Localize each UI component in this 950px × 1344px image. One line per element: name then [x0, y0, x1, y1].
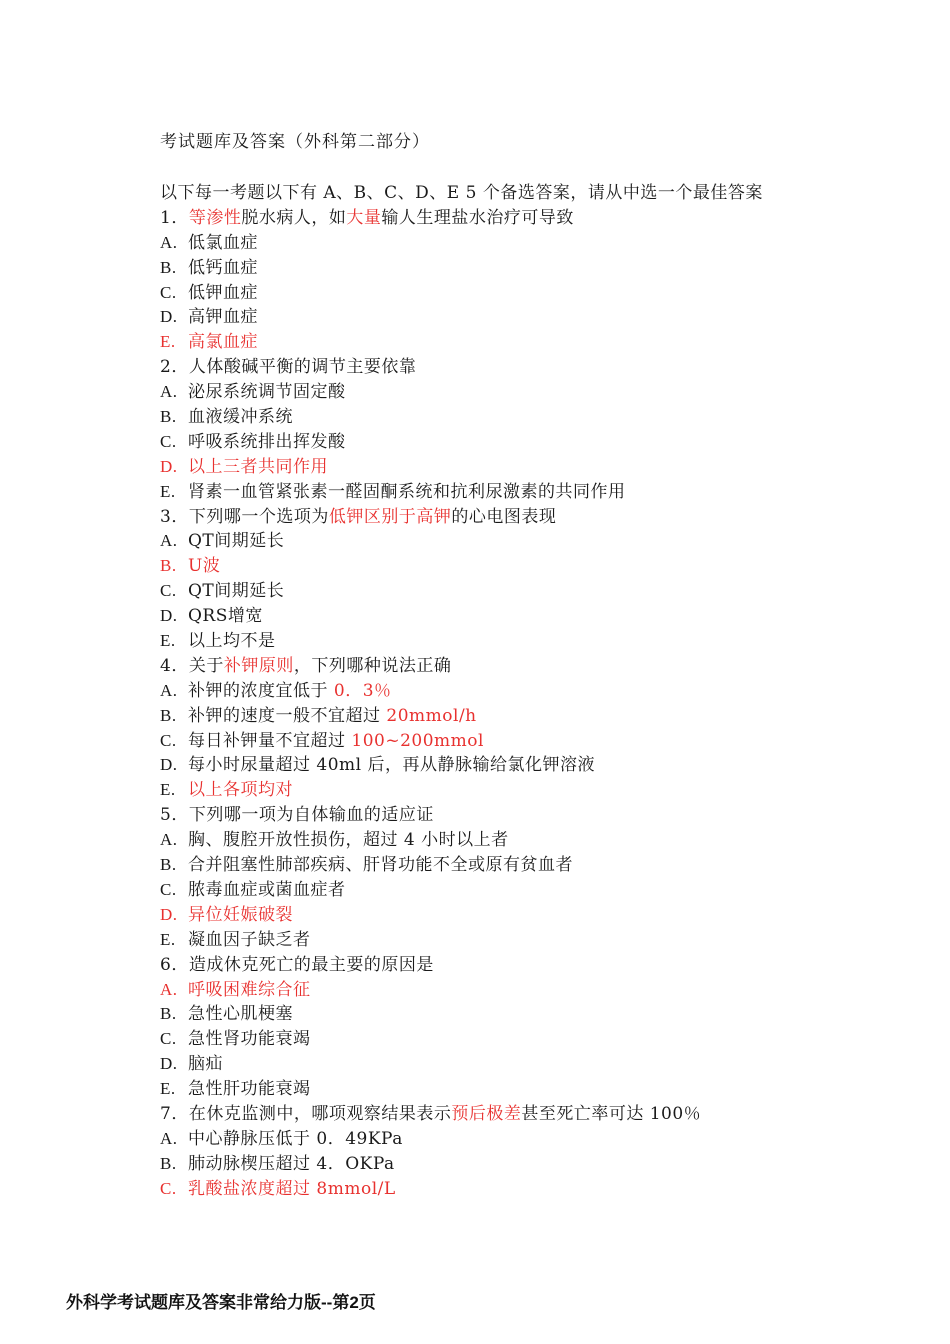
option-letter: A. [160, 531, 178, 551]
option-letter: E. [160, 1079, 176, 1099]
option-letter: C. [160, 1029, 177, 1049]
option-letter: B. [160, 556, 177, 576]
highlighted-text: 100~200mmol [351, 730, 484, 751]
question-line [160, 181, 920, 206]
option-line [160, 604, 920, 629]
option-line [160, 679, 920, 704]
line-text: 高钾血症 [188, 307, 258, 328]
option-line [160, 1052, 920, 1077]
line-text: 补钾的速度一般不宜超过 [188, 705, 387, 726]
option-line [160, 330, 920, 355]
line-text: 肺动脉楔压超过 4．OKPa [188, 1153, 395, 1174]
option-letter: A. [160, 1128, 178, 1148]
option-letter: E. [160, 481, 176, 501]
line-text: 每日补钾量不宜超过 [188, 730, 352, 751]
highlighted-text: 0．3％ [333, 680, 392, 701]
question-line [160, 206, 920, 231]
line-text: 2．人体酸碱平衡的调节主要依靠 [160, 357, 417, 378]
line-text: 的心电图表现 [451, 506, 557, 527]
option-letter: D. [160, 1054, 178, 1074]
option-line [160, 480, 920, 505]
line-text: 合并阻塞性肺部疾病、肝肾功能不全或原有贫血者 [188, 855, 573, 876]
line-text: 脑疝 [188, 1054, 223, 1075]
highlighted-text: 以上各项均对 [188, 780, 293, 801]
option-line [160, 704, 920, 729]
option-line [160, 978, 920, 1003]
option-line [160, 1077, 920, 1102]
line-text: 血液缓冲系统 [188, 407, 293, 428]
option-line [160, 853, 920, 878]
option-letter: A. [160, 680, 178, 700]
option-letter: B. [160, 1153, 177, 1173]
option-letter: B. [160, 855, 177, 875]
document-title: 考试题库及答案（外科第二部分） [160, 132, 430, 152]
option-line [160, 629, 920, 654]
option-letter: A. [160, 382, 178, 402]
line-text: QRS增宽 [188, 606, 263, 627]
option-letter: E. [160, 631, 176, 651]
line-text: 急性心肌梗塞 [188, 1004, 293, 1025]
highlighted-text: 等渗性 [188, 207, 242, 228]
option-letter: A. [160, 232, 178, 252]
line-text: 低钾血症 [188, 282, 258, 303]
line-text: 急性肾功能衰竭 [188, 1029, 311, 1050]
line-text: 5．下列哪一项为自体输血的适应证 [160, 805, 434, 826]
option-line [160, 579, 920, 604]
option-letter: A. [160, 979, 178, 999]
line-text: 低钙血症 [188, 257, 258, 278]
option-line [160, 1177, 920, 1202]
line-text: 4．关于 [160, 655, 224, 676]
question-line [160, 953, 920, 978]
highlighted-text: 高氯血症 [188, 332, 258, 353]
line-text: 中心静脉压低于 0．49KPa [188, 1128, 403, 1149]
option-line [160, 405, 920, 430]
line-text: 急性肝功能衰竭 [188, 1079, 311, 1100]
option-line [160, 828, 920, 853]
option-letter: C. [160, 1178, 177, 1198]
option-line [160, 554, 920, 579]
option-letter: B. [160, 407, 177, 427]
option-letter: D. [160, 606, 178, 626]
option-line [160, 1152, 920, 1177]
option-line [160, 903, 920, 928]
option-line [160, 256, 920, 281]
option-line [160, 380, 920, 405]
option-line [160, 928, 920, 953]
option-letter: C. [160, 879, 177, 899]
question-line [160, 654, 920, 679]
line-text: QT间期延长 [188, 581, 285, 602]
option-letter: E. [160, 780, 176, 800]
line-text: 低氯血症 [188, 232, 258, 253]
option-line [160, 455, 920, 480]
option-letter: D. [160, 904, 178, 924]
option-letter: C. [160, 581, 177, 601]
highlighted-text: 以上三者共同作用 [188, 456, 328, 477]
option-letter: B. [160, 257, 177, 277]
line-text: 脱水病人，如 [241, 207, 347, 228]
option-line [160, 231, 920, 256]
line-text: 肾素一血管紧张素一醛固酮系统和抗利尿激素的共同作用 [188, 481, 626, 502]
option-letter: D. [160, 755, 178, 775]
option-line [160, 281, 920, 306]
line-text: 输人生理盐水治疗可导致 [381, 207, 574, 228]
line-text: 胸、腹腔开放性损伤，超过 4 小时以上者 [188, 830, 509, 851]
highlighted-text: 预后极差 [451, 1103, 522, 1124]
option-line [160, 878, 920, 903]
line-text: ，下列哪种说法正确 [293, 655, 452, 676]
option-line [160, 778, 920, 803]
option-letter: E. [160, 332, 176, 352]
line-text: 凝血因子缺乏者 [188, 929, 311, 950]
line-text: QT间期延长 [188, 531, 285, 552]
option-letter: C. [160, 282, 177, 302]
line-text: 7．在休克监测中，哪项观察结果表示 [160, 1103, 452, 1124]
line-text: 呼吸系统排出挥发酸 [188, 431, 346, 452]
option-letter: D. [160, 307, 178, 327]
option-line [160, 529, 920, 554]
highlighted-text: 异位妊娠破裂 [188, 904, 293, 925]
line-text: 3．下列哪一个选项为 [160, 506, 329, 527]
highlighted-text: 20mmol/h [386, 705, 477, 726]
line-text: 1． [160, 207, 189, 228]
highlighted-text: U波 [188, 556, 221, 577]
option-letter: C. [160, 431, 177, 451]
option-letter: C. [160, 730, 177, 750]
option-line [160, 305, 920, 330]
option-letter: B. [160, 705, 177, 725]
line-text: 每小时尿量超过 40ml 后，再从静脉输给氯化钾溶液 [188, 755, 595, 776]
question-line [160, 355, 920, 380]
line-text: 以下每一考题以下有 A、B、C、D、E 5 个备选答案，请从中选一个最佳答案 [160, 183, 763, 203]
option-letter: D. [160, 456, 178, 476]
option-line [160, 1127, 920, 1152]
line-text: 脓毒血症或菌血症者 [188, 879, 346, 900]
option-line [160, 753, 920, 778]
line-text: 甚至死亡率可达 100％ [521, 1103, 702, 1124]
question-line [160, 505, 920, 530]
line-text: 以上均不是 [188, 631, 276, 652]
highlighted-text: 低钾区别于高钾 [328, 506, 452, 527]
option-line [160, 1027, 920, 1052]
line-text: 补钾的浓度宜低于 [188, 680, 334, 701]
highlighted-text: 补钾原则 [223, 655, 294, 676]
highlighted-text: 乳酸盐浓度超过 8mmol/L [188, 1178, 396, 1199]
question-line [160, 1102, 920, 1127]
option-line [160, 430, 920, 455]
option-letter: B. [160, 1004, 177, 1024]
highlighted-text: 呼吸困难综合征 [188, 979, 311, 1000]
highlighted-text: 大量 [346, 207, 382, 228]
option-line [160, 1002, 920, 1027]
option-letter: E. [160, 929, 176, 949]
line-text: 6．造成休克死亡的最主要的原因是 [160, 954, 434, 975]
question-list [160, 181, 920, 1202]
option-line [160, 729, 920, 754]
page-footer: 外科学考试题库及答案非常给力版--第2页 [66, 1293, 376, 1312]
line-text: 泌尿系统调节固定酸 [188, 382, 346, 403]
question-line [160, 803, 920, 828]
option-letter: A. [160, 830, 178, 850]
